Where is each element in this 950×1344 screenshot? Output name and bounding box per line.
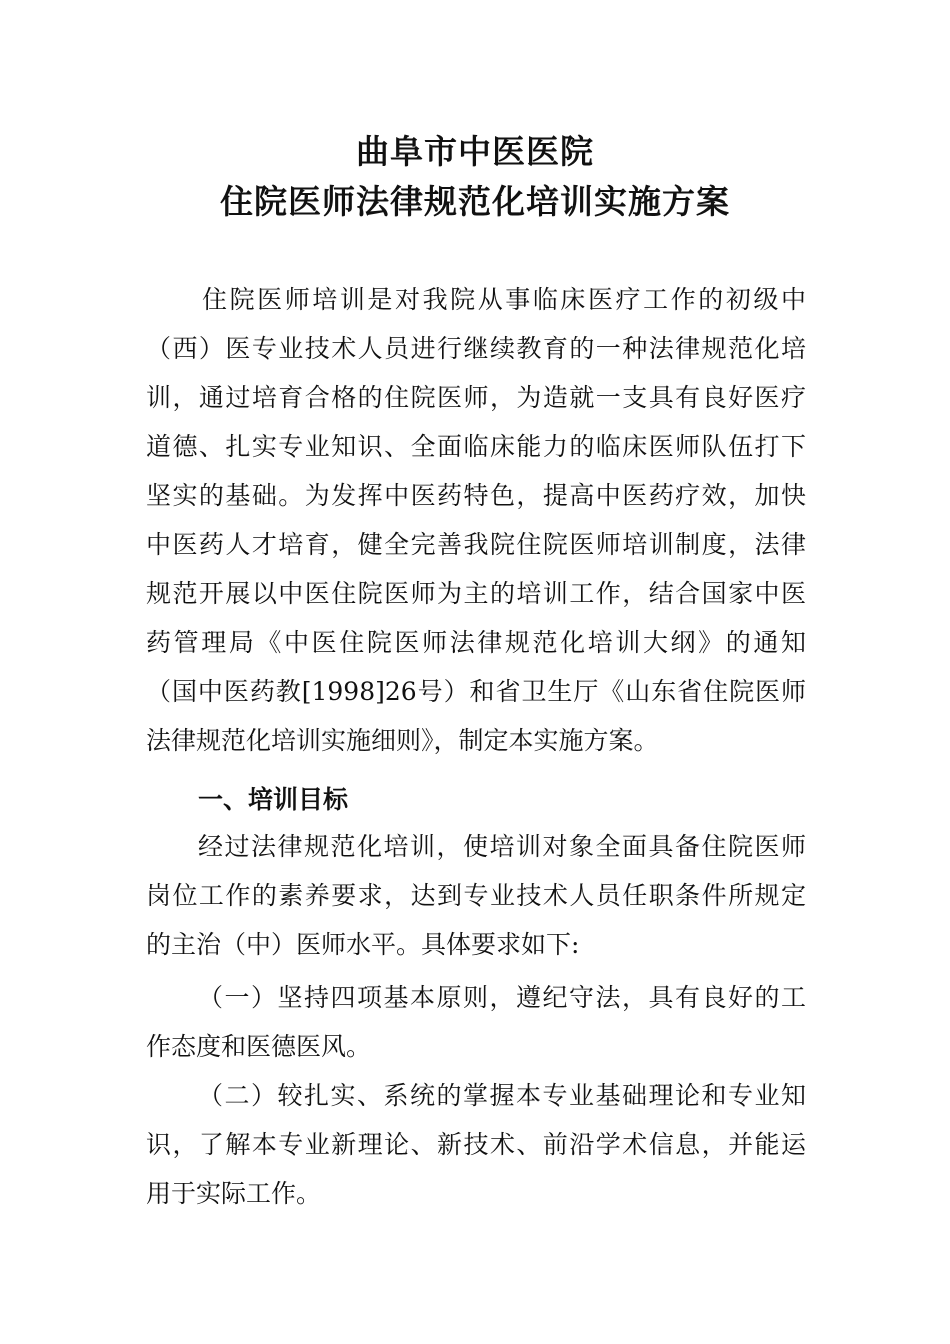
paragraph-line: （国中医药教[1998]26号）和省卫生厅《山东省住院医师 [146, 677, 806, 706]
document-title-plan: 住院医师法律规范化培训实施方案 [220, 182, 730, 221]
intro-paragraph [146, 275, 806, 765]
document-title-hospital: 曲阜市中医医院 [356, 132, 594, 171]
paragraph-line: （二）较扎实、系统的掌握本专业基础理论和专业知 [198, 1081, 806, 1110]
paragraph-line: 作态度和医德医风。 [146, 1032, 372, 1061]
paragraph-line: 识，了解本专业新理论、新技术、前沿学术信息，并能运 [146, 1130, 806, 1159]
item-1-paragraph [146, 973, 806, 1071]
paragraph-line: 中医药人才培育，健全完善我院住院医师培训制度，法律 [146, 530, 806, 559]
paragraph-line: （一）坚持四项基本原则，遵纪守法，具有良好的工 [198, 983, 806, 1012]
paragraph-line: 住院医师培训是对我院从事临床医疗工作的初级中 [202, 285, 806, 314]
paragraph-line: 岗位工作的素养要求，达到专业技术人员任职条件所规定 [146, 881, 806, 910]
paragraph-line: （西）医专业技术人员进行继续教育的一种法律规范化培 [146, 334, 806, 363]
section1-paragraph [146, 822, 806, 969]
paragraph-line: 训，通过培育合格的住院医师，为造就一支具有良好医疗 [146, 383, 806, 412]
paragraph-line: 道德、扎实专业知识、全面临床能力的临床医师队伍打下 [146, 432, 806, 461]
paragraph-line: 法律规范化培训实施细则》，制定本实施方案。 [146, 726, 659, 755]
paragraph-line: 用于实际工作。 [146, 1179, 322, 1208]
item-2-paragraph [146, 1071, 806, 1218]
paragraph-line: 规范开展以中医住院医师为主的培训工作，结合国家中医 [146, 579, 806, 608]
paragraph-line: 坚实的基础。为发挥中医药特色，提高中医药疗效，加快 [146, 481, 806, 510]
paragraph-line: 经过法律规范化培训，使培训对象全面具备住院医师 [198, 832, 806, 861]
paragraph-line: 的主治（中）医师水平。具体要求如下: [146, 930, 580, 959]
section-heading-training-goals: 一、培训目标 [198, 785, 349, 814]
paragraph-line: 药管理局《中医住院医师法律规范化培训大纲》的通知 [146, 628, 806, 657]
